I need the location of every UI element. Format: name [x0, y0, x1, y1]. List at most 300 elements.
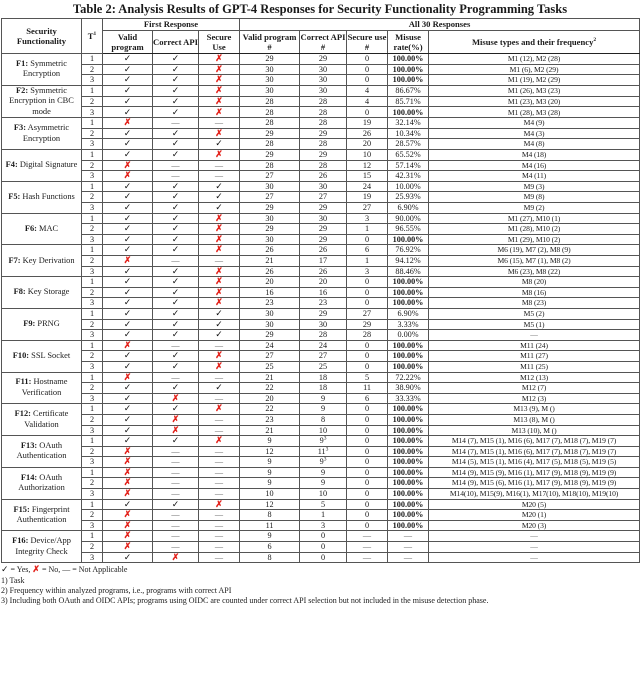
- check-icon: ✓: [123, 180, 132, 191]
- correct-api-value: 18: [318, 383, 328, 393]
- check-icon: ✓: [123, 202, 132, 213]
- header-valid-program: Valid program: [103, 31, 153, 54]
- correct-api-value: 3: [320, 520, 326, 530]
- correct-api-value: 28: [318, 330, 328, 340]
- first-api-cell: [153, 192, 199, 203]
- first-secure-cell: [199, 319, 240, 330]
- first-secure-cell: [199, 171, 240, 182]
- check-icon: ✓: [123, 233, 132, 244]
- secure-use-count: 0: [347, 75, 388, 86]
- table-row: [2, 139, 640, 150]
- first-secure-cell: [199, 224, 240, 235]
- functionality-group: [2, 531, 640, 563]
- functionality-name: [2, 531, 82, 563]
- valid-program-count: 9: [240, 457, 300, 468]
- misuse-rate: 100.00%: [388, 467, 429, 478]
- correct-api-count: [300, 436, 347, 447]
- misuse-types: M11 (25): [429, 361, 640, 372]
- secure-use-count: 27: [347, 203, 388, 214]
- dash-icon: —: [214, 542, 224, 552]
- dash-icon: —: [171, 171, 180, 181]
- first-api-cell: [153, 308, 199, 319]
- functionality-code: F14:: [20, 472, 38, 482]
- check-icon: ✓: [123, 95, 132, 106]
- correct-api-count: [300, 372, 347, 383]
- correct-api-count: [300, 266, 347, 277]
- cross-icon: ✗: [215, 244, 223, 255]
- correct-api-value: 9: [320, 393, 326, 403]
- correct-api-value: 28: [318, 160, 328, 170]
- misuse-rate: 57.14%: [388, 160, 429, 171]
- header-correct-api-count: Correct API #: [300, 31, 346, 52]
- misuse-types: M14 (9), M15 (9), M16 (1), M17 (9), M18 (9), M19 (9): [429, 467, 640, 478]
- secure-use-count: 10: [347, 150, 388, 161]
- first-api-cell: [153, 340, 199, 351]
- cross-icon: ✗: [123, 170, 132, 181]
- table-row: [2, 213, 640, 224]
- valid-program-count: 9: [240, 531, 300, 542]
- valid-program-count: 30: [240, 75, 300, 86]
- task-number: 3: [82, 489, 103, 500]
- first-secure-cell: [199, 552, 240, 563]
- functionality-name: [2, 499, 82, 531]
- correct-api-count: [300, 277, 347, 288]
- first-secure-cell: [199, 457, 240, 468]
- misuse-rate: 100.00%: [388, 489, 429, 500]
- check-icon: ✓: [171, 202, 180, 213]
- correct-api-count: [300, 224, 347, 235]
- cross-icon: ✗: [215, 149, 223, 160]
- task-number: 2: [82, 128, 103, 139]
- footnote-3: 3) Including both OAuth and OIDC APIs; programs using OIDC are counted under correct API selection but not included in the misuse detection phase.: [1, 596, 489, 606]
- task-number: 2: [82, 160, 103, 171]
- functionality-group: [2, 213, 640, 245]
- first-api-cell: [153, 128, 199, 139]
- correct-api-count: [300, 414, 347, 425]
- correct-api-value: 0: [320, 552, 326, 562]
- cross-icon: ✗: [215, 297, 223, 308]
- correct-api-count: [300, 383, 347, 394]
- functionality-name: [2, 340, 82, 372]
- valid-program-count: 12: [240, 499, 300, 510]
- check-icon: ✓: [215, 202, 223, 213]
- correct-api-count: [300, 171, 347, 182]
- task-number: 2: [82, 256, 103, 267]
- correct-api-value: 28: [318, 107, 328, 117]
- header-secure-use: Secure Use: [199, 31, 240, 54]
- misuse-rate: 100.00%: [388, 64, 429, 75]
- misuse-rate: 100.00%: [388, 478, 429, 489]
- task-number: 2: [82, 287, 103, 298]
- dash-icon: —: [214, 393, 224, 403]
- valid-program-count: 22: [240, 383, 300, 394]
- first-api-cell: [153, 361, 199, 372]
- functionality-code: F8:: [13, 287, 26, 297]
- misuse-types: M13 (9), M (): [429, 404, 640, 415]
- misuse-types: M12 (13): [429, 372, 640, 383]
- valid-program-count: 26: [240, 266, 300, 277]
- functionality-label: Hash Functions: [22, 191, 75, 201]
- first-api-cell: [153, 531, 199, 542]
- first-api-cell: [153, 256, 199, 267]
- first-valid-cell: [103, 520, 153, 531]
- first-valid-cell: [103, 203, 153, 214]
- first-valid-cell: [103, 393, 153, 404]
- cross-icon: ✗: [123, 371, 132, 382]
- first-api-cell: [153, 467, 199, 478]
- correct-api-value: 28: [318, 96, 328, 106]
- footnote-2: 2) Frequency within analyzed programs, i.e., programs with correct API: [1, 586, 232, 596]
- correct-api-count: [300, 457, 347, 468]
- correct-api-count: [300, 298, 347, 309]
- secure-use-count: —: [347, 542, 388, 553]
- correct-api-count: [300, 361, 347, 372]
- first-api-cell: [153, 404, 199, 415]
- misuse-rate: 100.00%: [388, 107, 429, 118]
- correct-api-count: [300, 75, 347, 86]
- table-row: [2, 266, 640, 277]
- check-icon: ✓: [215, 180, 223, 191]
- correct-api-value: 28: [318, 139, 328, 149]
- check-icon: ✓: [171, 149, 180, 160]
- check-icon: ✓: [171, 286, 180, 297]
- cross-icon: ✗: [215, 106, 223, 117]
- header-task: [82, 19, 103, 54]
- check-icon: ✓: [123, 53, 132, 63]
- first-valid-cell: [103, 467, 153, 478]
- first-valid-cell: [103, 213, 153, 224]
- header-first-response: First Response: [103, 19, 240, 31]
- misuse-types: M1 (26), M3 (23): [429, 85, 640, 96]
- functionality-label: Key Derivation: [22, 255, 75, 265]
- first-secure-cell: [199, 499, 240, 510]
- check-icon: ✓: [123, 212, 132, 223]
- functionality-name: [2, 118, 82, 150]
- task-number: 3: [82, 203, 103, 214]
- first-api-cell: [153, 372, 199, 383]
- valid-program-count: 30: [240, 181, 300, 192]
- secure-use-count: 24: [347, 181, 388, 192]
- functionality-code: F10:: [12, 350, 30, 360]
- misuse-types: M11 (24): [429, 340, 640, 351]
- correct-api-value: 11: [317, 446, 326, 456]
- dash-icon: —: [171, 118, 180, 128]
- first-api-cell: [153, 383, 199, 394]
- cross-icon: ✗: [215, 350, 223, 361]
- check-icon: ✓: [123, 307, 132, 318]
- first-valid-cell: [103, 340, 153, 351]
- first-api-cell: [153, 499, 199, 510]
- correct-api-count: [300, 181, 347, 192]
- correct-api-value: 23: [318, 298, 328, 308]
- dash-icon: —: [171, 542, 180, 552]
- misuse-types: M4 (3): [429, 128, 640, 139]
- table-notes: [0, 564, 639, 607]
- first-api-cell: [153, 64, 199, 75]
- dash-icon: —: [214, 425, 224, 435]
- check-icon: ✓: [171, 84, 180, 95]
- table-row: [2, 446, 640, 457]
- functionality-label: Certificate Validation: [24, 409, 69, 429]
- first-valid-cell: [103, 139, 153, 150]
- first-api-cell: [153, 478, 199, 489]
- misuse-types: —: [429, 531, 640, 542]
- check-icon: ✓: [215, 329, 223, 340]
- functionality-label: Asymmetric Encryption: [22, 123, 70, 143]
- first-secure-cell: [199, 75, 240, 86]
- header-all-responses: All 30 Responses: [240, 19, 640, 31]
- cross-icon: ✗: [123, 456, 132, 467]
- dash-icon: —: [171, 510, 180, 520]
- secure-use-count: 12: [347, 160, 388, 171]
- correct-api-value: 27: [318, 192, 328, 202]
- first-api-cell: [153, 393, 199, 404]
- misuse-types: —: [429, 330, 640, 341]
- table-row: [2, 160, 640, 171]
- secure-use-count: 11: [347, 383, 388, 394]
- correct-api-count: [300, 319, 347, 330]
- correct-api-value: 5: [320, 499, 326, 509]
- first-api-cell: [153, 351, 199, 362]
- check-icon: ✓: [171, 63, 180, 74]
- task-number: 3: [82, 266, 103, 277]
- header-misuse-types-footnote: 2: [593, 36, 597, 43]
- check-icon: ✓: [171, 360, 180, 371]
- table-row: [2, 298, 640, 309]
- first-secure-cell: [199, 330, 240, 341]
- misuse-rate: 100.00%: [388, 277, 429, 288]
- correct-api-count: [300, 54, 347, 65]
- misuse-types: M6 (19), M7 (2), M8 (9): [429, 245, 640, 256]
- table-row: [2, 510, 640, 521]
- misuse-rate: 10.00%: [388, 181, 429, 192]
- first-valid-cell: [103, 542, 153, 553]
- first-valid-cell: [103, 150, 153, 161]
- correct-api-count: [300, 234, 347, 245]
- correct-api-count: [300, 510, 347, 521]
- first-valid-cell: [103, 181, 153, 192]
- first-valid-cell: [103, 308, 153, 319]
- misuse-types: —: [429, 552, 640, 563]
- functionality-group: [2, 277, 640, 309]
- table-row: [2, 118, 640, 129]
- secure-use-count: 0: [347, 457, 388, 468]
- first-api-cell: [153, 224, 199, 235]
- task-number: 3: [82, 234, 103, 245]
- correct-api-value: 30: [318, 64, 328, 74]
- task-number: 3: [82, 552, 103, 563]
- first-api-cell: [153, 96, 199, 107]
- check-icon: ✓: [171, 74, 180, 85]
- cross-icon: ✗: [123, 445, 132, 456]
- valid-program-count: 23: [240, 414, 300, 425]
- first-secure-cell: [199, 308, 240, 319]
- misuse-types: M8 (20): [429, 277, 640, 288]
- table-title: Table 2: Analysis Results of GPT-4 Responses for Security Functionality Programming Tasks: [72, 2, 568, 16]
- misuse-rate: 6.90%: [388, 308, 429, 319]
- misuse-rate: 6.90%: [388, 203, 429, 214]
- secure-use-count: 0: [347, 234, 388, 245]
- table-row: [2, 467, 640, 478]
- correct-api-value: 9: [320, 478, 326, 488]
- header-task-label: T: [87, 30, 94, 41]
- valid-program-count: 29: [240, 54, 300, 65]
- cross-icon: ✗: [215, 286, 223, 297]
- misuse-types: M4 (18): [429, 150, 640, 161]
- first-api-cell: [153, 446, 199, 457]
- table-row: [2, 542, 640, 553]
- cross-icon: ✗: [171, 392, 180, 403]
- valid-program-count: 21: [240, 256, 300, 267]
- first-valid-cell: [103, 234, 153, 245]
- check-icon: ✓: [123, 424, 132, 435]
- misuse-types: M1 (29), M10 (2): [429, 234, 640, 245]
- secure-use-count: 0: [347, 489, 388, 500]
- misuse-types: M9 (2): [429, 203, 640, 214]
- misuse-types: M1 (6), M2 (29): [429, 64, 640, 75]
- secure-use-count: 0: [347, 298, 388, 309]
- first-valid-cell: [103, 531, 153, 542]
- table-row: [2, 150, 640, 161]
- cross-icon: ✗: [215, 276, 223, 287]
- table-row: [2, 457, 640, 468]
- functionality-group: [2, 467, 640, 499]
- task-number: 3: [82, 171, 103, 182]
- header-security-functionality: Security Functionality: [2, 19, 82, 54]
- valid-program-count: 9: [240, 467, 300, 478]
- misuse-rate: 88.46%: [388, 266, 429, 277]
- cross-icon: ✗: [123, 509, 132, 520]
- misuse-rate: 28.57%: [388, 139, 429, 150]
- secure-use-count: 6: [347, 245, 388, 256]
- cross-icon: ✗: [215, 95, 223, 106]
- misuse-types: M8 (23): [429, 298, 640, 309]
- check-icon: ✓: [215, 191, 223, 202]
- functionality-name: [2, 277, 82, 309]
- correct-api-value: 26: [318, 171, 328, 181]
- first-valid-cell: [103, 319, 153, 330]
- valid-program-count: 6: [240, 542, 300, 553]
- cross-icon: ✗: [215, 212, 223, 223]
- correct-api-count: [300, 287, 347, 298]
- first-valid-cell: [103, 160, 153, 171]
- dash-icon: —: [171, 457, 180, 467]
- table-row: [2, 75, 640, 86]
- misuse-rate: 38.90%: [388, 383, 429, 394]
- task-number: 2: [82, 414, 103, 425]
- check-icon: ✓: [171, 350, 180, 361]
- misuse-types: M12 (3): [429, 393, 640, 404]
- secure-use-count: 5: [347, 372, 388, 383]
- dash-icon: —: [214, 478, 224, 488]
- dash-icon: —: [214, 510, 224, 520]
- dash-icon: —: [214, 457, 224, 467]
- valid-program-count: 30: [240, 64, 300, 75]
- valid-program-count: 20: [240, 277, 300, 288]
- check-icon: ✓: [123, 350, 132, 361]
- first-secure-cell: [199, 436, 240, 447]
- table-row: [2, 181, 640, 192]
- misuse-rate: 0.00%: [388, 330, 429, 341]
- dash-icon: —: [214, 489, 224, 499]
- table-row: [2, 330, 640, 341]
- check-icon: ✓: [215, 138, 223, 149]
- misuse-rate: 100.00%: [388, 234, 429, 245]
- task-number: 3: [82, 393, 103, 404]
- secure-use-count: 6: [347, 393, 388, 404]
- functionality-code: F13:: [20, 440, 38, 450]
- task-number: 3: [82, 139, 103, 150]
- task-number: 1: [82, 54, 103, 65]
- secure-use-count: 0: [347, 277, 388, 288]
- first-secure-cell: [199, 446, 240, 457]
- cross-icon: ✗: [123, 339, 132, 350]
- functionality-name: [2, 213, 82, 245]
- check-icon: ✓: [215, 382, 223, 393]
- functionality-code: F3:: [13, 123, 27, 133]
- first-secure-cell: [199, 277, 240, 288]
- header-misuse-types: [429, 31, 640, 54]
- first-secure-cell: [199, 298, 240, 309]
- task-number: 3: [82, 457, 103, 468]
- secure-use-count: 19: [347, 192, 388, 203]
- dash-icon: —: [171, 446, 180, 456]
- task-number: 2: [82, 319, 103, 330]
- task-number: 3: [82, 298, 103, 309]
- first-api-cell: [153, 425, 199, 436]
- valid-program-count: 30: [240, 234, 300, 245]
- first-secure-cell: [199, 287, 240, 298]
- correct-api-value: 10: [318, 425, 328, 435]
- valid-program-count: 12: [240, 446, 300, 457]
- valid-program-count: 30: [240, 319, 300, 330]
- secure-use-count: 0: [347, 446, 388, 457]
- first-secure-cell: [199, 139, 240, 150]
- correct-api-count: [300, 213, 347, 224]
- dash-icon: —: [171, 340, 180, 350]
- check-icon: ✓: [123, 329, 132, 340]
- task-number: 1: [82, 277, 103, 288]
- secure-use-count: 0: [347, 54, 388, 65]
- correct-api-count: [300, 64, 347, 75]
- misuse-rate: 100.00%: [388, 340, 429, 351]
- cross-icon: ✗: [123, 519, 132, 530]
- secure-use-count: 0: [347, 478, 388, 489]
- secure-use-count: 0: [347, 404, 388, 415]
- functionality-code: F9:: [23, 319, 36, 329]
- misuse-types: M9 (8): [429, 192, 640, 203]
- task-number: 2: [82, 96, 103, 107]
- misuse-rate: 65.52%: [388, 150, 429, 161]
- first-valid-cell: [103, 192, 153, 203]
- dash-icon: —: [171, 489, 180, 499]
- misuse-rate: 42.31%: [388, 171, 429, 182]
- functionality-group: [2, 404, 640, 436]
- first-api-cell: [153, 489, 199, 500]
- dash-icon: —: [214, 531, 224, 541]
- table-row: [2, 192, 640, 203]
- task-number: 2: [82, 542, 103, 553]
- table-row: [2, 414, 640, 425]
- secure-use-count: 0: [347, 425, 388, 436]
- correct-api-value: 29: [318, 54, 328, 63]
- first-api-cell: [153, 277, 199, 288]
- check-icon: ✓: [215, 307, 223, 318]
- task-number: 2: [82, 446, 103, 457]
- secure-use-count: 15: [347, 171, 388, 182]
- check-icon: ✓: [123, 106, 132, 117]
- functionality-name: [2, 372, 82, 404]
